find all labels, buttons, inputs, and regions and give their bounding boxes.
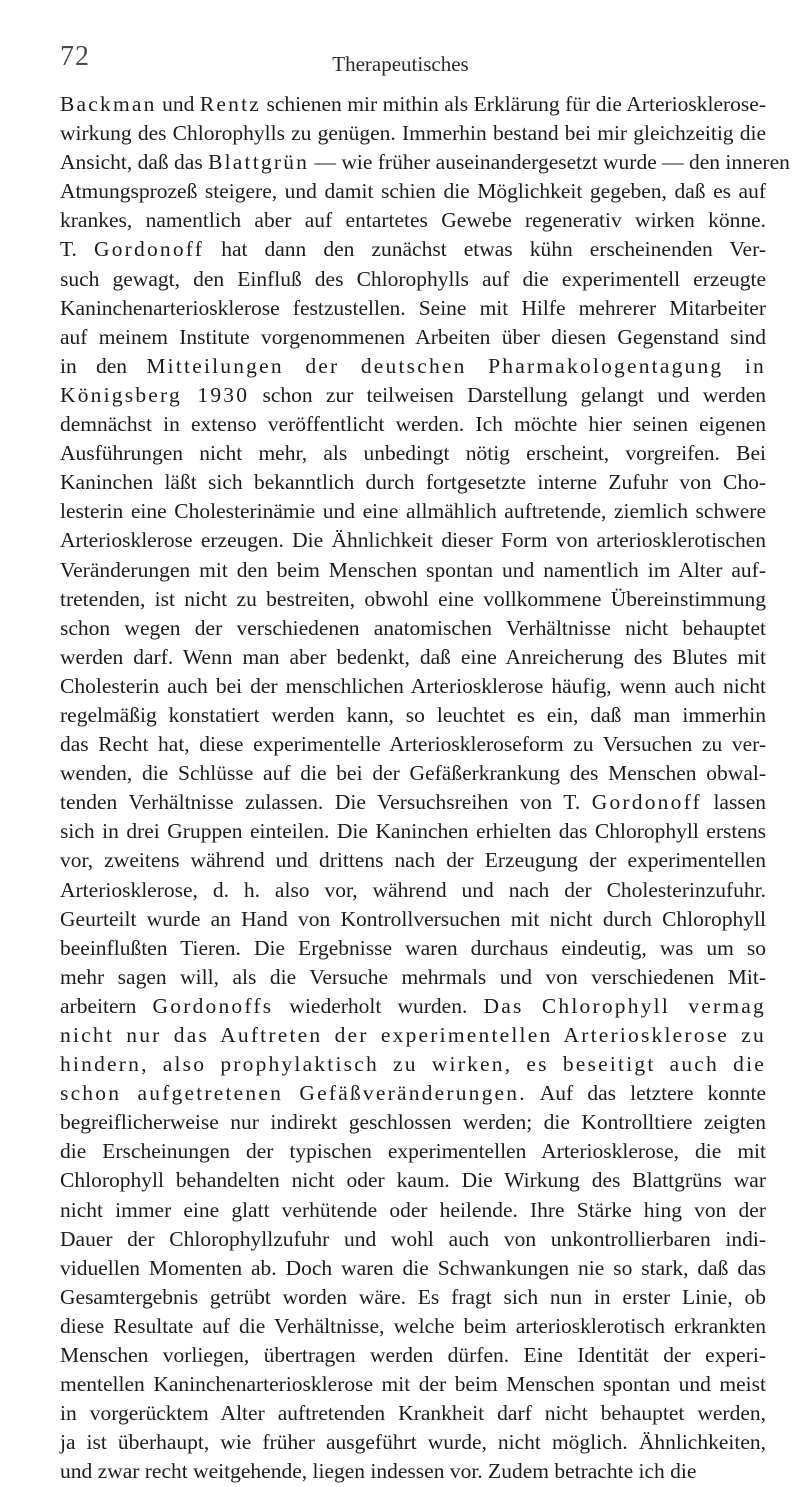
text-line <box>60 323 766 352</box>
text-run: Auf das letztere konnte <box>526 1081 766 1106</box>
text-line <box>60 1428 766 1457</box>
text-run: die Erscheinungen der typischen experimentellen Arteriosklerose, die mit <box>60 1139 766 1164</box>
text-line <box>60 410 766 439</box>
text-line <box>60 701 766 730</box>
text-run: begreiflicherweise nur indirekt geschlossen werden; die Kontrolltiere zeigten <box>60 1110 766 1135</box>
text-run: Geurteilt wurde an Hand von Kontrollversuchen mit nicht durch Chlorophyll <box>60 906 766 931</box>
text-line <box>60 905 766 934</box>
text-run: hat dann den zunächst etwas kühn erscheinenden Ver- <box>204 237 766 262</box>
text-run: lassen <box>701 790 766 815</box>
text-run: Chlorophyll behandelten nicht oder kaum. Die Wirkung des Blattgrüns war <box>60 1168 766 1193</box>
text-run: regelmäßig konstatiert werden kann, so leuchtet es ein, daß man immerhin <box>60 702 766 727</box>
text-line <box>60 759 766 788</box>
text-line <box>60 90 766 119</box>
text-line <box>60 1196 766 1225</box>
text-run: viduellen Momenten ab. Doch waren die Schwankungen nie so stark, daß das <box>60 1255 766 1280</box>
text-run: Kaninchen läßt sich bekanntlich durch fortgesetzte interne Zufuhr von Cho- <box>60 470 766 495</box>
page-number: 72 <box>60 41 90 72</box>
text-run: werden darf. Wenn man aber bedenkt, daß eine Anreicherung des Blutes mit <box>60 644 766 669</box>
text-run: schon wegen der verschiedenen anatomischen Verhältnisse nicht behauptet <box>60 615 766 640</box>
text-line <box>60 1050 766 1079</box>
text-line <box>60 265 766 294</box>
text-run: in den <box>60 353 147 378</box>
text-run: wirkung des Chlorophylls zu genügen. Immerhin bestand bei mir gleichzeitig die <box>60 121 766 146</box>
text-run: nicht immer eine glatt verhütende oder heilende. Ihre Stärke hing von der <box>60 1197 766 1222</box>
text-line <box>60 148 790 177</box>
text-line <box>60 294 766 323</box>
text-run: arbeitern <box>60 993 153 1018</box>
spaced-emphasis-text: Mitteilungen der deutschen Pharmakologentagung in <box>146 353 766 378</box>
text-line <box>60 497 766 526</box>
text-run: in vorgerücktem Alter auftretenden Krankheit darf nicht behauptet werden, <box>60 1401 766 1426</box>
text-line <box>60 381 766 410</box>
text-line <box>60 730 766 759</box>
text-run: tenden Verhältnisse zulassen. Die Versuchsreihen von T. <box>60 790 592 815</box>
text-line <box>60 119 766 148</box>
running-head: Therapeutisches <box>332 52 469 76</box>
text-run: tretenden, ist nicht zu bestreiten, obwohl eine vollkommene Übereinstimmung <box>60 586 766 611</box>
text-line <box>60 1021 766 1050</box>
text-run: Dauer der Chlorophyllzufuhr und wohl auch von unkontrollierbaren indi- <box>60 1226 766 1251</box>
text-run: das Recht hat, diese experimentelle Arterioskleroseform zu Versuchen zu ver- <box>60 732 766 757</box>
text-line <box>60 1399 766 1428</box>
text-run: ja ist überhaupt, wie früher ausgeführt wurde, nicht möglich. Ähnlichkeiten, <box>60 1430 766 1455</box>
text-line <box>60 1108 766 1137</box>
text-line <box>60 1254 766 1283</box>
text-run: Cholesterin auch bei der menschlichen Arteriosklerose häufig, wenn auch nicht <box>60 673 766 698</box>
text-line <box>60 1166 766 1195</box>
text-run: Gesamtergebnis getrübt worden wäre. Es fragt sich nun in erster Linie, ob <box>60 1284 766 1309</box>
text-run: wiederholt wurden. <box>273 993 484 1018</box>
text-run: und <box>156 92 200 116</box>
text-line <box>60 1283 766 1312</box>
text-line <box>60 1137 766 1166</box>
text-line <box>60 352 766 381</box>
text-run: Atmungsprozeß steigere, und damit schien die Möglichkeit gegeben, daß es auf <box>60 179 766 204</box>
text-run: vor, zweitens während und drittens nach der Erzeugung der experimentellen <box>60 848 766 873</box>
text-run: Arteriosklerose, d. h. also vor, während und nach der Cholesterinzufuhr. <box>60 877 766 902</box>
text-line <box>60 643 766 672</box>
text-line <box>60 963 766 992</box>
text-run: Ansicht, daß das <box>60 150 209 175</box>
text-run: Kaninchenarteriosklerose festzustellen. Seine mit Hilfe mehrerer Mitarbeiter <box>60 295 766 320</box>
text-line <box>60 556 766 585</box>
spaced-emphasis-text: Blattgrün <box>208 150 310 175</box>
spaced-emphasis-text: Backman <box>60 92 157 116</box>
text-run: krankes, namentlich aber auf entartetes Gewebe regenerativ wirken könne. <box>60 208 766 233</box>
text-line <box>60 934 766 963</box>
text-line <box>60 1312 766 1341</box>
text-run: schienen mir mithin als Erklärung für die Arteriosklerose- <box>261 92 766 116</box>
spaced-emphasis-text: Königsberg 1930 <box>60 382 250 407</box>
text-run: und zwar recht weitgehende, liegen indessen vor. Zudem betrachte ich die <box>60 1459 697 1484</box>
text-run: diese Resultate auf die Verhältnisse, welche beim arteriosklerotisch erkrankten <box>60 1313 766 1338</box>
text-run: mentellen Kaninchenarteriosklerose mit der beim Menschen spontan und meist <box>60 1372 766 1397</box>
text-line <box>60 1370 766 1399</box>
text-line <box>60 992 766 1021</box>
spaced-emphasis-text: Rentz <box>199 92 262 116</box>
text-line <box>60 585 766 614</box>
text-line <box>60 1457 766 1486</box>
spaced-emphasis-text: Gordonoffs <box>152 993 274 1018</box>
text-line <box>60 1341 766 1370</box>
text-run: demnächst in extenso veröffentlicht werden. Ich möchte hier seinen eigenen <box>60 412 766 437</box>
text-line <box>60 876 766 905</box>
text-run: Arteriosklerose erzeugen. Die Ähnlichkeit dieser Form von arteriosklerotischen <box>60 528 766 553</box>
text-line <box>60 788 766 817</box>
text-run: lesterin eine Cholesterinämie und eine allmählich auftretende, ziemlich schwere <box>60 499 766 524</box>
spaced-emphasis-text: nicht nur das Auftreten der experimentellen Arteriosklerose zu <box>60 1023 766 1047</box>
spaced-emphasis-text: schon aufgetretenen Gefäßveränderungen. <box>60 1081 527 1106</box>
text-line <box>60 1225 766 1254</box>
text-line <box>60 206 766 235</box>
text-run: sich in drei Gruppen einteilen. Die Kaninchen erhielten das Chlorophyll erstens <box>60 819 766 844</box>
text-line <box>60 672 766 701</box>
text-line <box>60 1079 766 1108</box>
text-run: Ausführungen nicht mehr, als unbedingt nötig erscheint, vorgreifen. Bei <box>60 441 766 466</box>
text-line <box>60 846 766 875</box>
text-line <box>60 235 766 264</box>
text-run: T. <box>60 237 94 262</box>
text-line <box>60 817 766 846</box>
text-line <box>60 439 766 468</box>
spaced-emphasis-text: hindern, also prophylaktisch zu wirken, es beseitigt auch die <box>60 1052 766 1077</box>
text-run: wenden, die Schlüsse auf die bei der Gefäßerkrankung des Menschen obwal- <box>60 761 766 786</box>
text-line <box>60 468 766 497</box>
text-run: auf meinem Institute vorgenommenen Arbeiten über diesen Gegenstand sind <box>60 324 766 349</box>
text-run: beeinflußten Tieren. Die Ergebnisse waren durchaus eindeutig, was um so <box>60 935 766 960</box>
text-line <box>60 614 766 643</box>
text-run: such gewagt, den Einfluß des Chlorophylls auf die experimentell erzeugte <box>60 266 766 291</box>
text-run: mehr sagen will, als die Versuche mehrmals und von verschiedenen Mit- <box>60 964 766 989</box>
body-text <box>60 90 790 1487</box>
spaced-emphasis-text: Gordonoff <box>93 237 205 262</box>
text-line <box>60 177 766 206</box>
text-run: Veränderungen mit den beim Menschen spontan und namentlich im Alter auf- <box>60 557 766 582</box>
text-line <box>60 526 766 555</box>
text-run: schon zur teilweisen Darstellung gelangt und werden <box>249 382 766 407</box>
text-run: — wie früher auseinandergesetzt wurde — den inneren <box>309 150 790 175</box>
text-run: Menschen vorliegen, übertragen werden dürfen. Eine Identität der experi- <box>60 1343 766 1368</box>
spaced-emphasis-text: Gordonoff <box>591 790 702 815</box>
spaced-emphasis-text: Das Chlorophyll vermag <box>483 993 767 1018</box>
